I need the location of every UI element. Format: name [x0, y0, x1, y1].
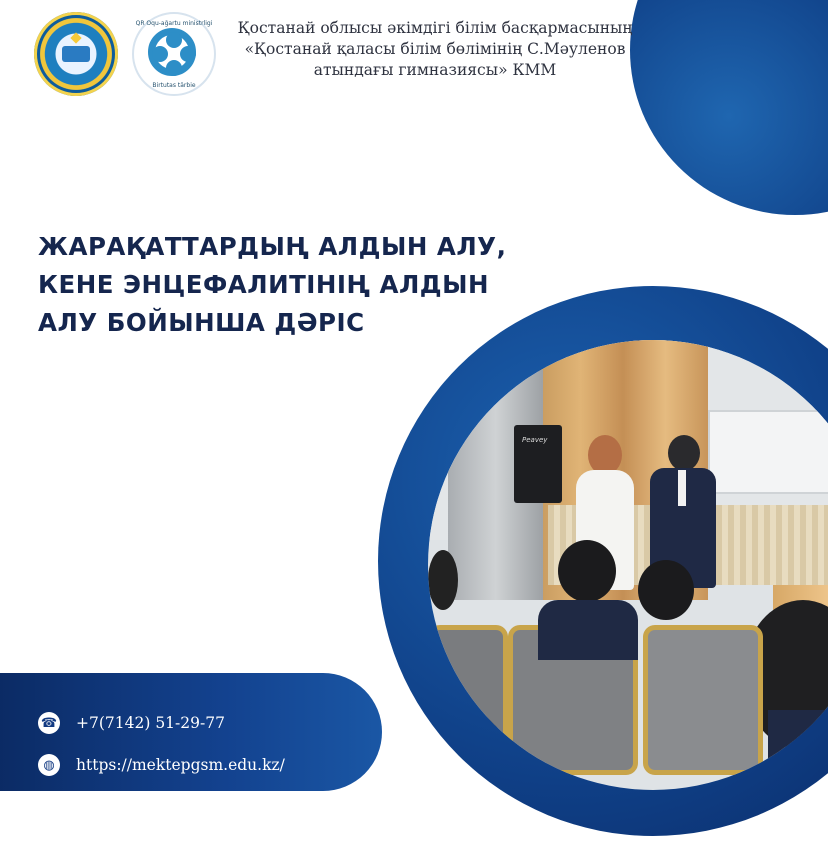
- photo-student-head: [558, 540, 616, 602]
- photo-student-head: [638, 560, 694, 620]
- phone-number: +7(7142) 51-29-77: [76, 714, 225, 732]
- ministry-logo-petal: [180, 46, 196, 62]
- speaker-brand-label: Peavey: [522, 436, 548, 444]
- lecture-photo: [428, 340, 828, 790]
- header-line-2: «Қостанай қаласы білім бөлімінің С.Мәуленов: [244, 40, 626, 58]
- ministry-logo-petal: [152, 46, 168, 62]
- ministry-logo-bottom-text: Birtutas tärbie: [152, 82, 196, 89]
- ministry-logo-top-text: QR Oqu-ağartu ministrligi: [135, 20, 213, 27]
- photo-teacher-head: [588, 435, 622, 475]
- school-header: [222, 18, 648, 81]
- website-link[interactable]: https://mektepgsm.edu.kz/: [76, 756, 285, 774]
- ministry-logo-petal: [166, 32, 182, 48]
- website-contact: [38, 754, 285, 776]
- photo-chair: [643, 625, 763, 775]
- header-line-3: атындағы гимназиясы» КММ: [313, 61, 557, 79]
- title-line-2: КЕНЕ ЭНЦЕФАЛИТІНІҢ АЛДЫН: [38, 270, 490, 299]
- logo-book-shape: [62, 46, 90, 62]
- photo-student-body: [538, 600, 638, 660]
- photo-boy-shirt: [678, 470, 686, 506]
- title-line-1: ЖАРАҚАТТАРДЫҢ АЛДЫН АЛУ,: [38, 232, 507, 261]
- photo-screen: [708, 410, 828, 494]
- decorative-circle-top: [630, 0, 828, 215]
- header-line-1: Қостанай облысы әкімдігі білім басқармасының: [237, 19, 633, 37]
- ministry-logo-petal: [166, 60, 182, 76]
- phone-icon: ☎: [38, 712, 60, 734]
- gymnasium-logo: [34, 12, 118, 96]
- photo-chair: [428, 625, 508, 755]
- ministry-logo: [132, 12, 216, 96]
- photo-student-body: [768, 710, 828, 790]
- title-line-3: АЛУ БОЙЫНША ДӘРІС: [38, 308, 365, 337]
- photo-boy-head: [668, 435, 700, 471]
- logo-star-shape: [70, 32, 81, 43]
- photo-student-head: [428, 550, 458, 610]
- phone-contact: [38, 712, 225, 734]
- globe-icon: ◍: [38, 754, 60, 776]
